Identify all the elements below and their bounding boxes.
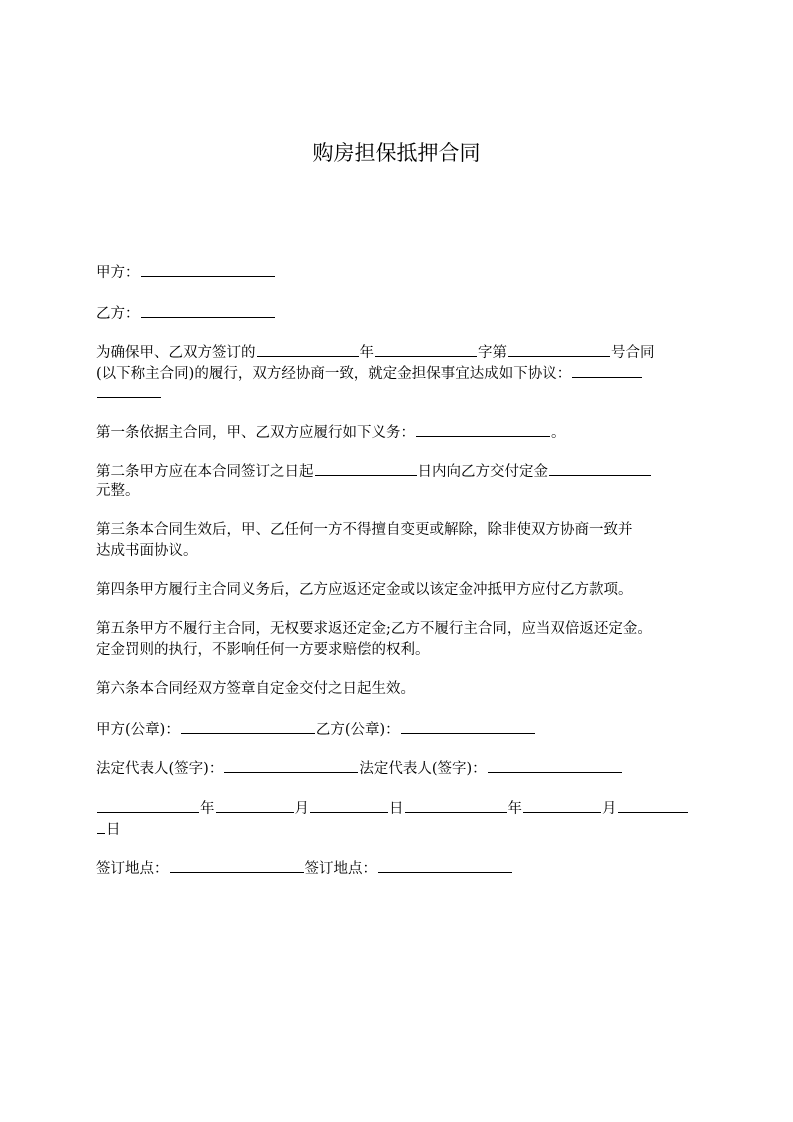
- party-a-line: [96, 261, 706, 284]
- party-a-seal-label: 甲方(公章)：: [96, 722, 180, 738]
- party-b-rep-blank[interactable]: [488, 757, 622, 773]
- party-b-day-blank-2[interactable]: [97, 818, 105, 834]
- date-line-1: [96, 797, 706, 820]
- deposit-amount-blank[interactable]: [549, 460, 651, 476]
- day-label-2: 日: [106, 822, 121, 838]
- party-b-line: [96, 302, 706, 325]
- party-b-month-blank[interactable]: [523, 797, 601, 813]
- article-4: 第四条甲方履行主合同义务后，乙方应返还定金或以该定金冲抵甲方应付乙方款项。: [96, 582, 633, 598]
- article-1-text: 第一条依据主合同，甲、乙双方应履行如下义务：: [96, 425, 415, 441]
- article-6: 第六条本合同经双方签章自定金交付之日起生效。: [96, 681, 415, 697]
- party-b-blank[interactable]: [141, 302, 275, 318]
- year-label-2: 年: [507, 801, 522, 817]
- year-label: 年: [200, 801, 215, 817]
- article-2-line-2: [96, 481, 706, 502]
- party-a-year-blank[interactable]: [97, 797, 199, 813]
- month-label: 月: [294, 801, 309, 817]
- representative-line: [96, 757, 706, 780]
- intro-text-year: 年: [359, 345, 374, 361]
- party-b-place-blank[interactable]: [378, 857, 512, 873]
- date-line-2: [96, 818, 706, 841]
- party-b-place-label: 签订地点：: [304, 861, 377, 877]
- party-a-seal-blank[interactable]: [181, 718, 315, 734]
- article-3-line-1: 第三条本合同生效后，甲、乙任何一方不得擅自变更或解除，除非使双方协商一致并: [96, 522, 633, 538]
- contract-prefix-blank[interactable]: [375, 341, 477, 357]
- article-2-line-1: [96, 460, 706, 483]
- place-line: [96, 857, 706, 880]
- party-b-day-blank-1[interactable]: [618, 797, 688, 813]
- article-3-line-2: 达成书面协议。: [96, 543, 198, 559]
- agreement-blank-1[interactable]: [572, 362, 642, 378]
- intro-text-2: (以下称主合同)的履行，双方经协商一致，就定金担保事宜达成如下协议：: [96, 366, 572, 382]
- party-b-year-blank[interactable]: [405, 797, 507, 813]
- party-a-blank[interactable]: [141, 261, 275, 277]
- days-blank[interactable]: [315, 460, 417, 476]
- intro-text-a: 为确保甲、乙双方签订的: [96, 345, 256, 361]
- article-5-line-2: 定金罚则的执行，不影响任何一方要求赔偿的权利。: [96, 642, 430, 658]
- article-2-text-b: 日内向乙方交付定金: [417, 464, 548, 480]
- party-a-month-blank[interactable]: [216, 797, 294, 813]
- party-b-seal-label: 乙方(公章)：: [315, 722, 400, 738]
- party-a-rep-label: 法定代表人(签字)：: [96, 761, 224, 777]
- party-b-label: 乙方：: [96, 306, 140, 322]
- contract-number-blank[interactable]: [508, 341, 610, 357]
- party-b-rep-label: 法定代表人(签字)：: [359, 761, 487, 777]
- party-a-rep-blank[interactable]: [224, 757, 358, 773]
- contract-year-blank[interactable]: [257, 341, 359, 357]
- month-label-2: 月: [602, 801, 617, 817]
- seal-line: [96, 718, 706, 741]
- party-a-place-blank[interactable]: [170, 857, 304, 873]
- document-title: 购房担保抵押合同: [312, 141, 481, 165]
- day-label: 日: [389, 801, 404, 817]
- article-5-line-1: 第五条甲方不履行主合同，无权要求返还定金;乙方不履行主合同，应当双倍返还定金。: [96, 621, 652, 637]
- obligation-blank[interactable]: [416, 421, 550, 437]
- article-2-text-c: 元整。: [96, 483, 140, 499]
- article-1-end: 。: [551, 425, 566, 441]
- intro-line-3: [96, 382, 706, 405]
- article-2-text-a: 第二条甲方应在本合同签订之日起: [96, 464, 314, 480]
- agreement-blank-2[interactable]: [97, 382, 161, 398]
- intro-text-zi: 字第: [478, 345, 507, 361]
- intro-text-hao: 号合同: [611, 345, 655, 361]
- party-b-seal-blank[interactable]: [401, 718, 535, 734]
- intro-line-1: [96, 341, 706, 364]
- article-1: [96, 421, 706, 444]
- party-a-day-blank[interactable]: [310, 797, 388, 813]
- party-a-label: 甲方：: [96, 265, 140, 281]
- party-a-place-label: 签订地点：: [96, 861, 169, 877]
